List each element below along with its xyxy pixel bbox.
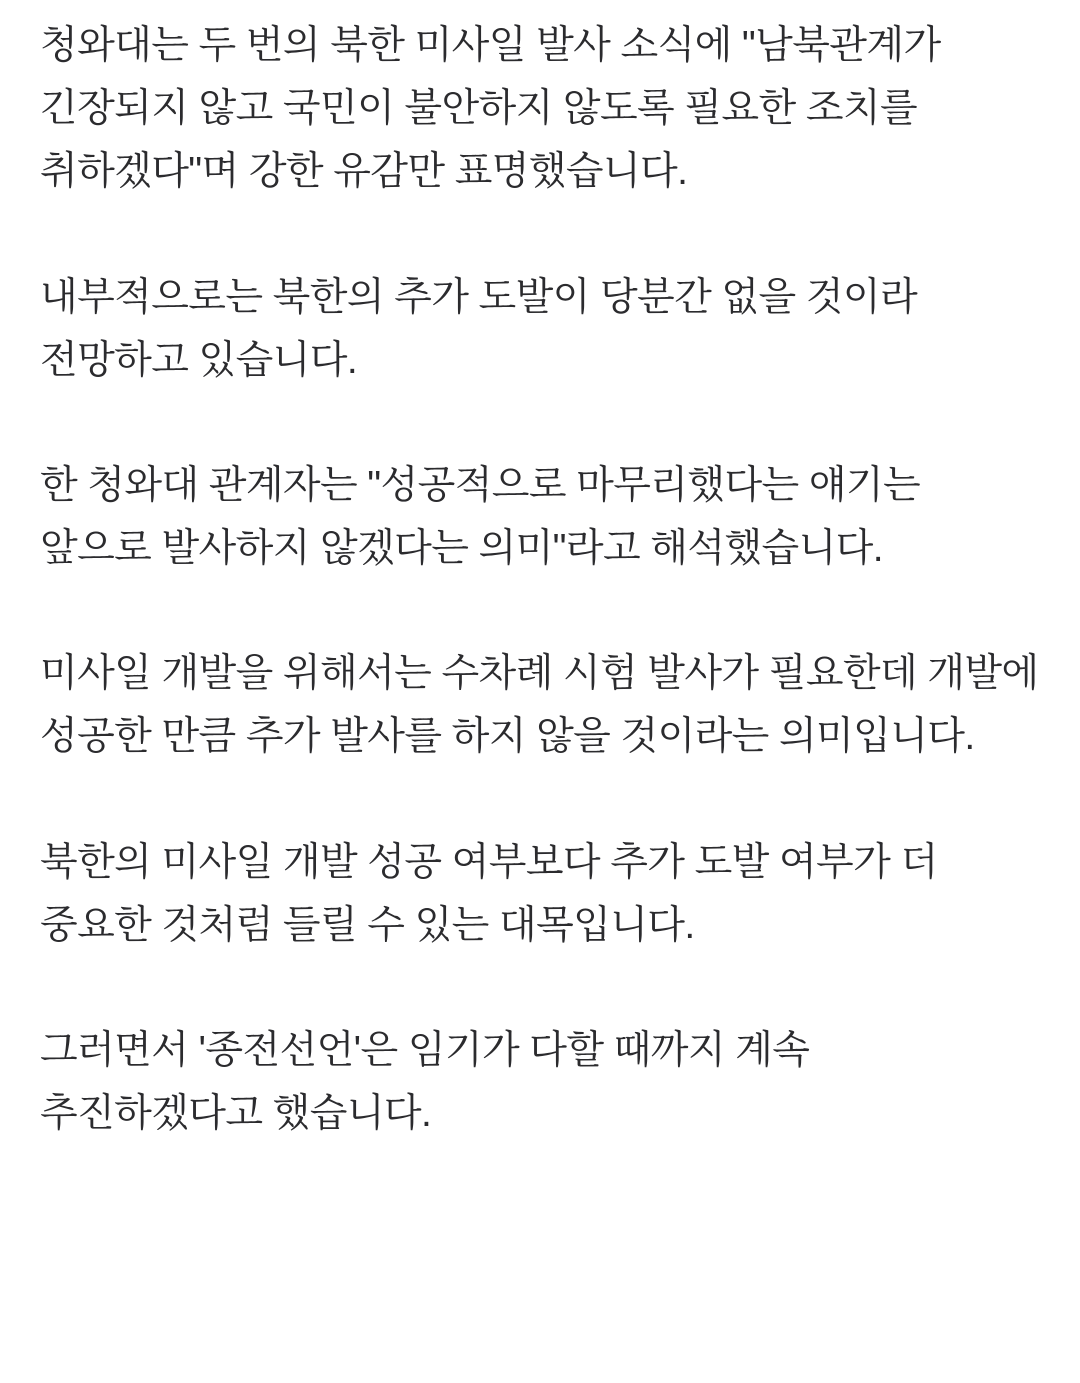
paragraph: 북한의 미사일 개발 성공 여부보다 추가 도발 여부가 더 중요한 것처럼 들릴 수 있는 대목입니다. — [40, 840, 938, 947]
paragraph: 그러면서 '종전선언'은 임기가 다할 때까지 계속 추진하겠다고 했습니다. — [40, 1028, 810, 1136]
paragraph: 한 청와대 관계자는 "성공적으로 마무리했다는 얘기는 앞으로 발사하지 않겠다는 의미"라고 해석했습니다. — [40, 463, 921, 571]
paragraph: 미사일 개발을 위해서는 수차례 시험 발사가 필요한데 개발에 성공한 만큼 추가 발사를 하지 않을 것이라는 의미입니다. — [40, 652, 1039, 759]
paragraph: 청와대는 두 번의 북한 미사일 발사 소식에 "남북관계가 긴장되지 않고 국민이 불안하지 않도록 필요한 조치를 취하겠다"며 강한 유감만 표명했습니다. — [40, 24, 941, 194]
paragraph: 내부적으로는 북한의 추가 도발이 당분간 없을 것이라 전망하고 있습니다. — [40, 275, 918, 382]
